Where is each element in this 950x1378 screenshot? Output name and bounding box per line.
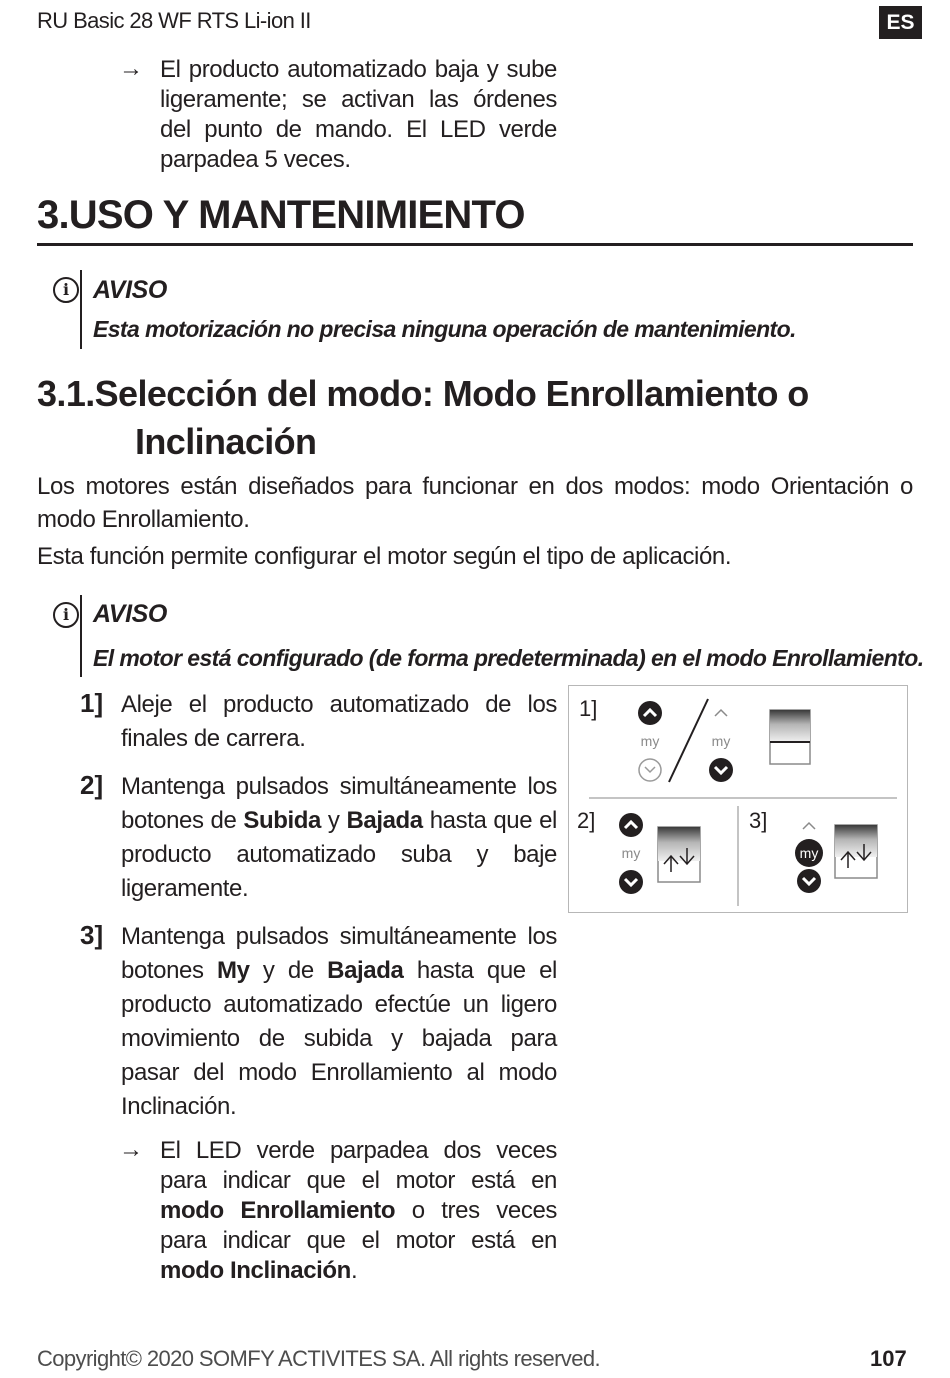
down-button-icon bbox=[709, 758, 733, 782]
notice-2-text: El motor está configurado (de forma predeterminada) en el modo Enrollamiento. bbox=[93, 645, 924, 671]
step-2-number: 2] bbox=[80, 770, 104, 800]
section-3-heading: 3.USO Y MANTENIMIENTO bbox=[37, 193, 525, 237]
my-button-icon bbox=[795, 839, 823, 867]
up-chevron-outline-icon bbox=[803, 823, 815, 829]
step-3-bullet-text: El LED verde parpadea dos veces para indicar que el motor está en modo Enrollamiento o tres veces para indicar que el motor está en modo Inclinación. bbox=[160, 1137, 557, 1284]
my-label: my bbox=[799, 845, 819, 861]
section-3-1-heading-line2: Inclinación bbox=[135, 421, 317, 462]
window-up-down-icon bbox=[835, 825, 877, 878]
separator-slash bbox=[669, 699, 708, 782]
step-1-text: Aleje el producto automatizado de los finales de carrera. bbox=[121, 691, 557, 752]
my-label: my bbox=[711, 733, 731, 749]
heading-rule bbox=[37, 243, 913, 246]
my-label: my bbox=[640, 733, 660, 749]
info-icon: i bbox=[53, 277, 79, 303]
up-button-icon bbox=[638, 701, 662, 725]
paragraph-1: Los motores están diseñados para funcionar en dos modos: modo Orientación o modo Enrollamiento. bbox=[37, 473, 913, 533]
section-3-1-heading bbox=[37, 370, 809, 466]
step-2-text: Mantenga pulsados simultáneamente los botones de Subida y Bajada hasta que el producto automatizado suba y baje ligeramente. bbox=[121, 773, 557, 902]
figure-label-3: 3] bbox=[749, 808, 768, 833]
step-3-number: 3] bbox=[80, 920, 104, 950]
page-number: 107 bbox=[870, 1346, 907, 1371]
section-3-1-heading-line1: 3.1.Selección del modo: Modo Enrollamiento o bbox=[37, 373, 809, 414]
notice-2-label: AVISO bbox=[93, 600, 167, 628]
figure-label-2: 2] bbox=[577, 808, 596, 833]
notice-1-text: Esta motorización no precisa ninguna operación de mantenimiento. bbox=[93, 316, 796, 342]
down-button-icon bbox=[797, 869, 821, 893]
down-button-icon bbox=[619, 870, 643, 894]
info-icon: i bbox=[53, 602, 79, 628]
intro-bullet-text: El producto automatizado baja y sube ligeramente; se activan las órdenes del punto de mando. El LED verde parpadea 5 veces. bbox=[160, 56, 557, 173]
procedure-figure bbox=[568, 685, 908, 913]
figure-label-1: 1] bbox=[579, 696, 598, 721]
paragraph-2: Esta función permite configurar el motor según el tipo de aplicación. bbox=[37, 543, 732, 570]
notice-bar bbox=[80, 595, 82, 677]
notice-bar bbox=[80, 270, 82, 349]
notice-1-label: AVISO bbox=[93, 276, 167, 304]
window-up-down-icon bbox=[658, 827, 700, 882]
arrow-bullet-icon: → bbox=[119, 55, 143, 82]
up-button-icon bbox=[619, 813, 643, 837]
window-blind-icon bbox=[770, 710, 810, 764]
up-chevron-outline-icon bbox=[715, 710, 727, 716]
footer-copyright: Copyright© 2020 SOMFY ACTIVITES SA. All rights reserved. bbox=[37, 1346, 600, 1371]
document-header-title: RU Basic 28 WF RTS Li-ion II bbox=[37, 8, 311, 33]
my-label: my bbox=[621, 845, 641, 861]
arrow-bullet-icon: → bbox=[119, 1136, 143, 1163]
procedure-figure-drawing bbox=[569, 686, 907, 912]
down-button-outline-icon bbox=[639, 759, 661, 781]
step-3-text: Mantenga pulsados simultáneamente los botones My y de Bajada hasta que el producto automatizado efectúe un ligero movimiento de subida y bajada para pasar del modo Enrollamiento al modo Inclinación. bbox=[121, 923, 557, 1120]
step-1-number: 1] bbox=[80, 688, 104, 718]
language-badge: ES bbox=[879, 6, 922, 39]
